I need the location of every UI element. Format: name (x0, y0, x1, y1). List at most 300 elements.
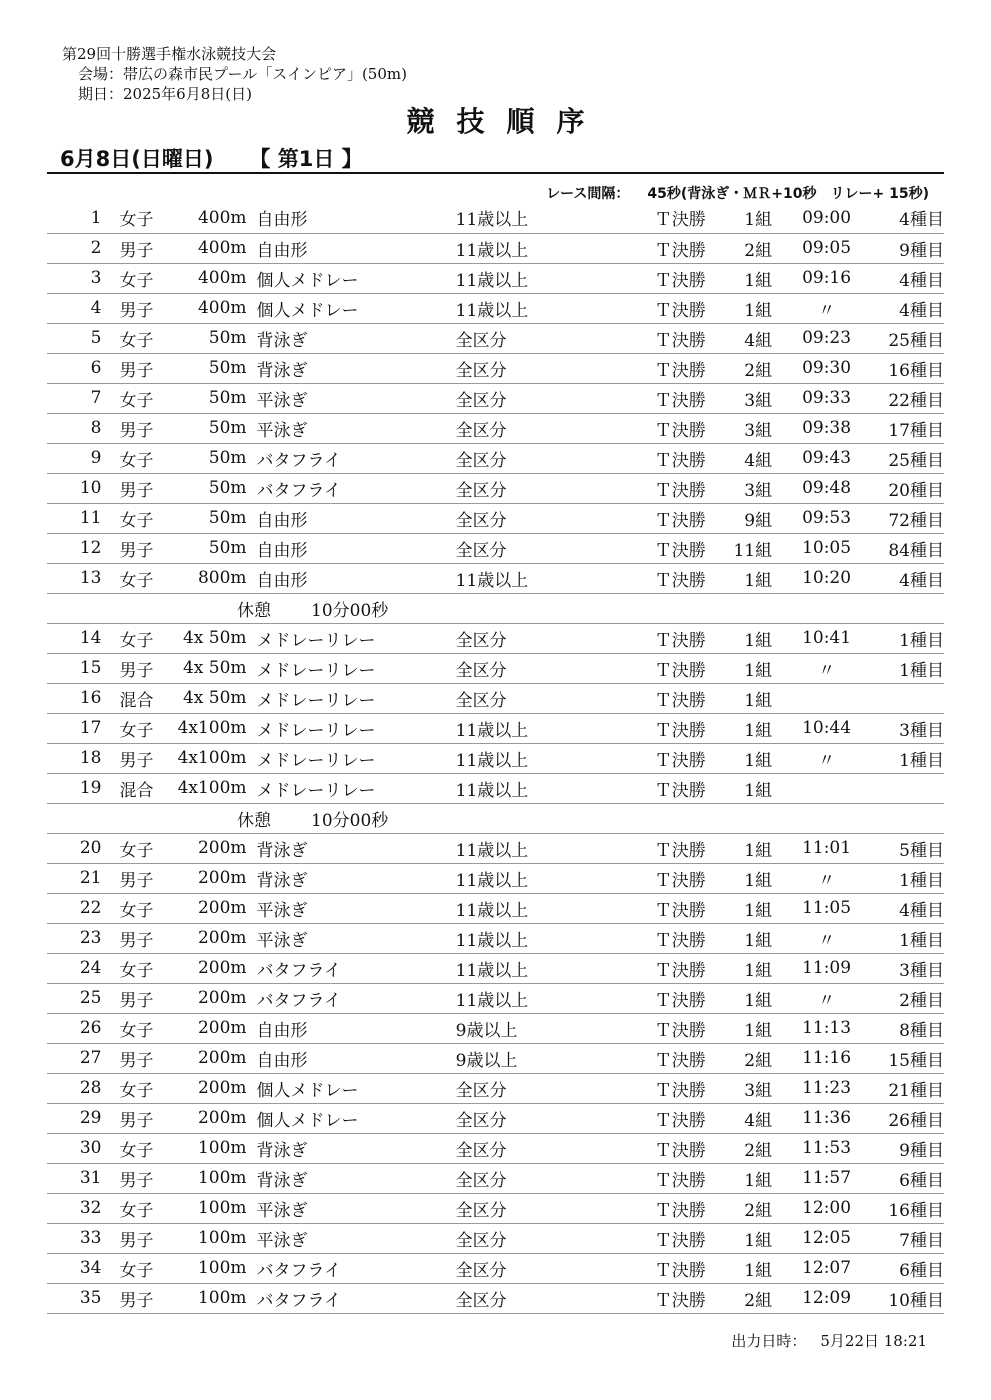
race-row (47, 683, 944, 713)
race-no-cell: 16 (47, 683, 101, 713)
race-sex-cell: 男子 (101, 233, 176, 263)
race-age-cell: 全区分 (456, 1133, 655, 1163)
race-events-cell: 1種目 (881, 623, 944, 653)
race-age-cell: 9歳以上 (456, 1013, 655, 1043)
race-time-cell: 09:48 (772, 473, 881, 503)
race-sex-cell: 女子 (101, 203, 176, 233)
meet-name: 第29回十勝選手権水泳競技大会 (62, 45, 277, 63)
race-sex-cell: 男子 (101, 473, 176, 503)
race-row (47, 923, 944, 953)
race-no-cell: 35 (47, 1283, 101, 1313)
race-no-cell: 24 (47, 953, 101, 983)
race-row (47, 1103, 944, 1133)
race-events-cell: 6種目 (881, 1253, 944, 1283)
race-age-cell: 全区分 (456, 1283, 655, 1313)
race-heats-cell: 1組 (730, 953, 772, 983)
race-round-cell: Ｔ決勝 (655, 983, 730, 1013)
race-sex-cell: 女子 (101, 563, 176, 593)
race-events-cell: 10種目 (881, 1283, 944, 1313)
race-sex-cell: 男子 (101, 533, 176, 563)
race-events-cell: 17種目 (881, 413, 944, 443)
race-events-cell: 1種目 (881, 863, 944, 893)
race-stroke-cell: バタフライ (257, 983, 456, 1013)
race-events-cell: 26種目 (881, 1103, 944, 1133)
race-time-cell: 11:09 (772, 953, 881, 983)
rest-row (47, 803, 944, 833)
race-row (47, 1073, 944, 1103)
race-no-cell: 25 (47, 983, 101, 1013)
race-heats-cell: 1組 (730, 1223, 772, 1253)
race-sex-cell: 女子 (101, 1133, 176, 1163)
race-time-cell: 11:13 (772, 1013, 881, 1043)
race-age-cell: 全区分 (456, 1163, 655, 1193)
race-dist-cell: 4x100m (177, 743, 257, 773)
race-time-cell (772, 773, 881, 803)
race-time-cell: 12:09 (772, 1283, 881, 1313)
race-dist-cell: 100m (177, 1283, 257, 1313)
race-dist-cell: 200m (177, 1073, 257, 1103)
output-timestamp-label: 出力日時： (731, 1332, 807, 1350)
race-row (47, 1283, 944, 1313)
race-no-cell: 22 (47, 893, 101, 923)
race-age-cell: 9歳以上 (456, 1043, 655, 1073)
race-dist-cell: 50m (177, 353, 257, 383)
race-sex-cell: 女子 (101, 1253, 176, 1283)
race-dist-cell: 400m (177, 293, 257, 323)
race-age-cell: 全区分 (456, 503, 655, 533)
race-events-cell: 1種目 (881, 743, 944, 773)
race-row (47, 773, 944, 803)
race-round-cell: Ｔ決勝 (655, 623, 730, 653)
race-sex-cell: 女子 (101, 1193, 176, 1223)
race-stroke-cell: 背泳ぎ (257, 863, 456, 893)
race-events-cell: 4種目 (881, 263, 944, 293)
race-events-cell: 4種目 (881, 293, 944, 323)
race-age-cell: 全区分 (456, 623, 655, 653)
race-heats-cell: 1組 (730, 203, 772, 233)
race-interval-value: 45秒(背泳ぎ・ＭＲ+10秒 リレー+ 15秒) (647, 186, 929, 202)
race-time-cell: 11:16 (772, 1043, 881, 1073)
race-age-cell: 11歳以上 (456, 203, 655, 233)
race-time-cell: 11:05 (772, 893, 881, 923)
race-no-cell: 13 (47, 563, 101, 593)
race-dist-cell: 200m (177, 1043, 257, 1073)
race-dist-cell: 200m (177, 1013, 257, 1043)
race-time-cell: 09:43 (772, 443, 881, 473)
race-heats-cell: 3組 (730, 473, 772, 503)
race-row (47, 323, 944, 353)
race-stroke-cell: 平泳ぎ (257, 413, 456, 443)
race-round-cell: Ｔ決勝 (655, 353, 730, 383)
race-no-cell: 7 (47, 383, 101, 413)
race-events-cell: 72種目 (881, 503, 944, 533)
race-stroke-cell: メドレーリレー (257, 713, 456, 743)
race-stroke-cell: 個人メドレー (257, 263, 456, 293)
race-age-cell: 全区分 (456, 1103, 655, 1133)
venue-line: 会場：帯広の森市民プール「スインピア」(50m) (78, 65, 407, 83)
race-dist-cell: 200m (177, 833, 257, 863)
race-time-cell: 10:05 (772, 533, 881, 563)
race-events-cell: 5種目 (881, 833, 944, 863)
race-row (47, 713, 944, 743)
race-stroke-cell: 自由形 (257, 203, 456, 233)
race-interval-label: レース間隔： (546, 186, 630, 202)
race-round-cell: Ｔ決勝 (655, 683, 730, 713)
race-time-cell: 〃 (772, 653, 881, 683)
race-age-cell: 全区分 (456, 443, 655, 473)
race-no-cell: 12 (47, 533, 101, 563)
race-sex-cell: 女子 (101, 1073, 176, 1103)
race-events-cell: 25種目 (881, 443, 944, 473)
race-events-cell: 4種目 (881, 563, 944, 593)
race-sex-cell: 男子 (101, 293, 176, 323)
race-events-cell: 3種目 (881, 953, 944, 983)
race-time-cell: 〃 (772, 743, 881, 773)
race-no-cell: 26 (47, 1013, 101, 1043)
race-dist-cell: 4x 50m (177, 623, 257, 653)
race-no-cell: 15 (47, 653, 101, 683)
race-heats-cell: 1組 (730, 833, 772, 863)
race-sex-cell: 混合 (101, 773, 176, 803)
race-age-cell: 全区分 (456, 473, 655, 503)
race-sex-cell: 男子 (101, 413, 176, 443)
race-no-cell: 20 (47, 833, 101, 863)
race-stroke-cell: 自由形 (257, 1013, 456, 1043)
race-events-cell: 22種目 (881, 383, 944, 413)
race-stroke-cell: 平泳ぎ (257, 383, 456, 413)
race-dist-cell: 100m (177, 1223, 257, 1253)
race-dist-cell: 400m (177, 263, 257, 293)
race-round-cell: Ｔ決勝 (655, 833, 730, 863)
race-stroke-cell: メドレーリレー (257, 653, 456, 683)
race-time-cell: 11:36 (772, 1103, 881, 1133)
race-heats-cell: 4組 (730, 443, 772, 473)
day-label: 6月8日(日曜日) (60, 147, 214, 171)
race-time-cell: 09:38 (772, 413, 881, 443)
race-sex-cell: 女子 (101, 953, 176, 983)
race-time-cell: 09:53 (772, 503, 881, 533)
race-row (47, 1013, 944, 1043)
race-age-cell: 11歳以上 (456, 263, 655, 293)
race-age-cell: 全区分 (456, 413, 655, 443)
race-round-cell: Ｔ決勝 (655, 863, 730, 893)
race-age-cell: 11歳以上 (456, 863, 655, 893)
race-no-cell: 1 (47, 203, 101, 233)
race-dist-cell: 200m (177, 953, 257, 983)
race-sex-cell: 男子 (101, 743, 176, 773)
race-dist-cell: 100m (177, 1133, 257, 1163)
race-dist-cell: 50m (177, 323, 257, 353)
race-sex-cell: 女子 (101, 323, 176, 353)
race-no-cell: 23 (47, 923, 101, 953)
race-stroke-cell: バタフライ (257, 953, 456, 983)
race-time-cell: 〃 (772, 923, 881, 953)
rest-cell (47, 593, 944, 623)
race-no-cell: 21 (47, 863, 101, 893)
race-dist-cell: 200m (177, 863, 257, 893)
race-round-cell: Ｔ決勝 (655, 743, 730, 773)
race-row (47, 443, 944, 473)
race-dist-cell: 800m (177, 563, 257, 593)
race-dist-cell: 4x 50m (177, 653, 257, 683)
race-no-cell: 9 (47, 443, 101, 473)
race-round-cell: Ｔ決勝 (655, 1073, 730, 1103)
race-no-cell: 3 (47, 263, 101, 293)
race-heats-cell: 3組 (730, 1073, 772, 1103)
race-order-body (47, 203, 944, 1313)
race-stroke-cell: 自由形 (257, 1043, 456, 1073)
race-heats-cell: 1組 (730, 923, 772, 953)
race-row (47, 503, 944, 533)
race-age-cell: 11歳以上 (456, 833, 655, 863)
race-age-cell: 11歳以上 (456, 233, 655, 263)
race-sex-cell: 女子 (101, 833, 176, 863)
race-time-cell: 11:57 (772, 1163, 881, 1193)
race-age-cell: 全区分 (456, 533, 655, 563)
race-heats-cell: 1組 (730, 653, 772, 683)
race-time-cell: 09:30 (772, 353, 881, 383)
race-heats-cell: 9組 (730, 503, 772, 533)
race-round-cell: Ｔ決勝 (655, 893, 730, 923)
race-dist-cell: 400m (177, 233, 257, 263)
rest-label: 休憩 (237, 810, 271, 831)
race-age-cell: 全区分 (456, 683, 655, 713)
race-stroke-cell: 自由形 (257, 533, 456, 563)
race-row (47, 533, 944, 563)
race-time-cell: 〃 (772, 293, 881, 323)
race-sex-cell: 男子 (101, 1283, 176, 1313)
race-sex-cell: 男子 (101, 1043, 176, 1073)
race-no-cell: 29 (47, 1103, 101, 1133)
race-dist-cell: 50m (177, 503, 257, 533)
race-time-cell: 09:33 (772, 383, 881, 413)
race-heats-cell: 1組 (730, 713, 772, 743)
race-row (47, 233, 944, 263)
race-events-cell (881, 683, 944, 713)
race-round-cell: Ｔ決勝 (655, 1193, 730, 1223)
race-heats-cell: 1組 (730, 1253, 772, 1283)
race-stroke-cell: 個人メドレー (257, 1073, 456, 1103)
race-round-cell: Ｔ決勝 (655, 1133, 730, 1163)
race-events-cell (881, 773, 944, 803)
race-row (47, 623, 944, 653)
heading-rule (47, 172, 944, 174)
rest-duration: 10分00秒 (311, 810, 389, 831)
race-dist-cell: 200m (177, 893, 257, 923)
race-heats-cell: 1組 (730, 893, 772, 923)
race-heats-cell: 1組 (730, 623, 772, 653)
race-age-cell: 11歳以上 (456, 953, 655, 983)
race-no-cell: 28 (47, 1073, 101, 1103)
race-no-cell: 6 (47, 353, 101, 383)
race-heats-cell: 2組 (730, 1193, 772, 1223)
race-sex-cell: 男子 (101, 1223, 176, 1253)
race-events-cell: 8種目 (881, 1013, 944, 1043)
race-row (47, 263, 944, 293)
race-sex-cell: 女子 (101, 443, 176, 473)
race-sex-cell: 男子 (101, 653, 176, 683)
race-time-cell: 12:07 (772, 1253, 881, 1283)
race-events-cell: 4種目 (881, 203, 944, 233)
race-stroke-cell: 背泳ぎ (257, 1133, 456, 1163)
race-round-cell: Ｔ決勝 (655, 713, 730, 743)
race-row (47, 1043, 944, 1073)
race-row (47, 983, 944, 1013)
race-sex-cell: 男子 (101, 863, 176, 893)
race-round-cell: Ｔ決勝 (655, 1043, 730, 1073)
race-round-cell: Ｔ決勝 (655, 563, 730, 593)
race-interval (546, 183, 929, 203)
race-row (47, 383, 944, 413)
race-row (47, 203, 944, 233)
race-dist-cell: 200m (177, 1103, 257, 1133)
race-age-cell: 11歳以上 (456, 773, 655, 803)
race-heats-cell: 1組 (730, 1013, 772, 1043)
race-sex-cell: 男子 (101, 1163, 176, 1193)
race-row (47, 893, 944, 923)
race-no-cell: 30 (47, 1133, 101, 1163)
race-stroke-cell: バタフライ (257, 473, 456, 503)
race-stroke-cell: 背泳ぎ (257, 323, 456, 353)
race-age-cell: 全区分 (456, 323, 655, 353)
race-age-cell: 全区分 (456, 383, 655, 413)
race-round-cell: Ｔ決勝 (655, 413, 730, 443)
race-round-cell: Ｔ決勝 (655, 653, 730, 683)
race-age-cell: 11歳以上 (456, 923, 655, 953)
race-row (47, 953, 944, 983)
race-time-cell: 11:23 (772, 1073, 881, 1103)
race-age-cell: 11歳以上 (456, 713, 655, 743)
race-row (47, 833, 944, 863)
date-line: 期日：2025年6月8日(日) (78, 85, 252, 103)
race-stroke-cell: 自由形 (257, 503, 456, 533)
race-time-cell: 12:05 (772, 1223, 881, 1253)
race-age-cell: 全区分 (456, 1193, 655, 1223)
race-dist-cell: 50m (177, 443, 257, 473)
race-heats-cell: 2組 (730, 1043, 772, 1073)
output-timestamp (731, 1330, 927, 1351)
rest-label: 休憩 (237, 600, 271, 621)
rest-row (47, 593, 944, 623)
race-time-cell: 09:00 (772, 203, 881, 233)
race-heats-cell: 4組 (730, 1103, 772, 1133)
race-stroke-cell: バタフライ (257, 443, 456, 473)
race-stroke-cell: 背泳ぎ (257, 833, 456, 863)
race-events-cell: 9種目 (881, 1133, 944, 1163)
race-round-cell: Ｔ決勝 (655, 383, 730, 413)
race-dist-cell: 50m (177, 473, 257, 503)
race-row (47, 863, 944, 893)
race-dist-cell: 100m (177, 1253, 257, 1283)
race-heats-cell: 2組 (730, 1133, 772, 1163)
race-time-cell: 09:23 (772, 323, 881, 353)
race-events-cell: 9種目 (881, 233, 944, 263)
race-dist-cell: 200m (177, 923, 257, 953)
day-number: 【 第1日 】 (249, 147, 363, 171)
race-heats-cell: 1組 (730, 683, 772, 713)
race-dist-cell: 200m (177, 983, 257, 1013)
race-time-cell: 〃 (772, 863, 881, 893)
race-no-cell: 19 (47, 773, 101, 803)
race-row (47, 1193, 944, 1223)
race-round-cell: Ｔ決勝 (655, 1283, 730, 1313)
race-row (47, 293, 944, 323)
race-stroke-cell: メドレーリレー (257, 773, 456, 803)
race-events-cell: 7種目 (881, 1223, 944, 1253)
race-no-cell: 18 (47, 743, 101, 773)
race-events-cell: 21種目 (881, 1073, 944, 1103)
race-age-cell: 11歳以上 (456, 293, 655, 323)
race-stroke-cell: 平泳ぎ (257, 1193, 456, 1223)
race-stroke-cell: 背泳ぎ (257, 353, 456, 383)
race-sex-cell: 女子 (101, 383, 176, 413)
race-round-cell: Ｔ決勝 (655, 293, 730, 323)
race-dist-cell: 50m (177, 413, 257, 443)
race-events-cell: 20種目 (881, 473, 944, 503)
race-events-cell: 3種目 (881, 713, 944, 743)
race-no-cell: 8 (47, 413, 101, 443)
race-heats-cell: 1組 (730, 983, 772, 1013)
race-dist-cell: 50m (177, 383, 257, 413)
race-no-cell: 33 (47, 1223, 101, 1253)
race-stroke-cell: 背泳ぎ (257, 1163, 456, 1193)
race-sex-cell: 混合 (101, 683, 176, 713)
race-no-cell: 4 (47, 293, 101, 323)
race-row (47, 1253, 944, 1283)
race-age-cell: 全区分 (456, 353, 655, 383)
race-round-cell: Ｔ決勝 (655, 443, 730, 473)
race-age-cell: 11歳以上 (456, 983, 655, 1013)
race-dist-cell: 4x100m (177, 713, 257, 743)
race-heats-cell: 2組 (730, 233, 772, 263)
race-sex-cell: 女子 (101, 503, 176, 533)
race-time-cell: 10:20 (772, 563, 881, 593)
race-time-cell: 09:05 (772, 233, 881, 263)
race-age-cell: 11歳以上 (456, 563, 655, 593)
day-heading (60, 143, 363, 173)
race-order-table (47, 203, 944, 1314)
race-events-cell: 1種目 (881, 653, 944, 683)
race-heats-cell: 1組 (730, 293, 772, 323)
race-row (47, 1163, 944, 1193)
race-no-cell: 32 (47, 1193, 101, 1223)
race-time-cell (772, 683, 881, 713)
race-sex-cell: 女子 (101, 263, 176, 293)
race-sex-cell: 女子 (101, 893, 176, 923)
race-round-cell: Ｔ決勝 (655, 953, 730, 983)
race-row (47, 413, 944, 443)
race-time-cell: 〃 (772, 983, 881, 1013)
race-round-cell: Ｔ決勝 (655, 923, 730, 953)
race-no-cell: 11 (47, 503, 101, 533)
race-sex-cell: 男子 (101, 353, 176, 383)
race-no-cell: 27 (47, 1043, 101, 1073)
race-events-cell: 84種目 (881, 533, 944, 563)
race-stroke-cell: 平泳ぎ (257, 893, 456, 923)
race-no-cell: 2 (47, 233, 101, 263)
race-time-cell: 12:00 (772, 1193, 881, 1223)
race-round-cell: Ｔ決勝 (655, 1103, 730, 1133)
race-events-cell: 16種目 (881, 353, 944, 383)
race-stroke-cell: 平泳ぎ (257, 1223, 456, 1253)
race-round-cell: Ｔ決勝 (655, 533, 730, 563)
race-row (47, 473, 944, 503)
race-row (47, 743, 944, 773)
race-stroke-cell: メドレーリレー (257, 683, 456, 713)
rest-cell (47, 803, 944, 833)
rest-duration: 10分00秒 (311, 600, 389, 621)
race-round-cell: Ｔ決勝 (655, 1163, 730, 1193)
